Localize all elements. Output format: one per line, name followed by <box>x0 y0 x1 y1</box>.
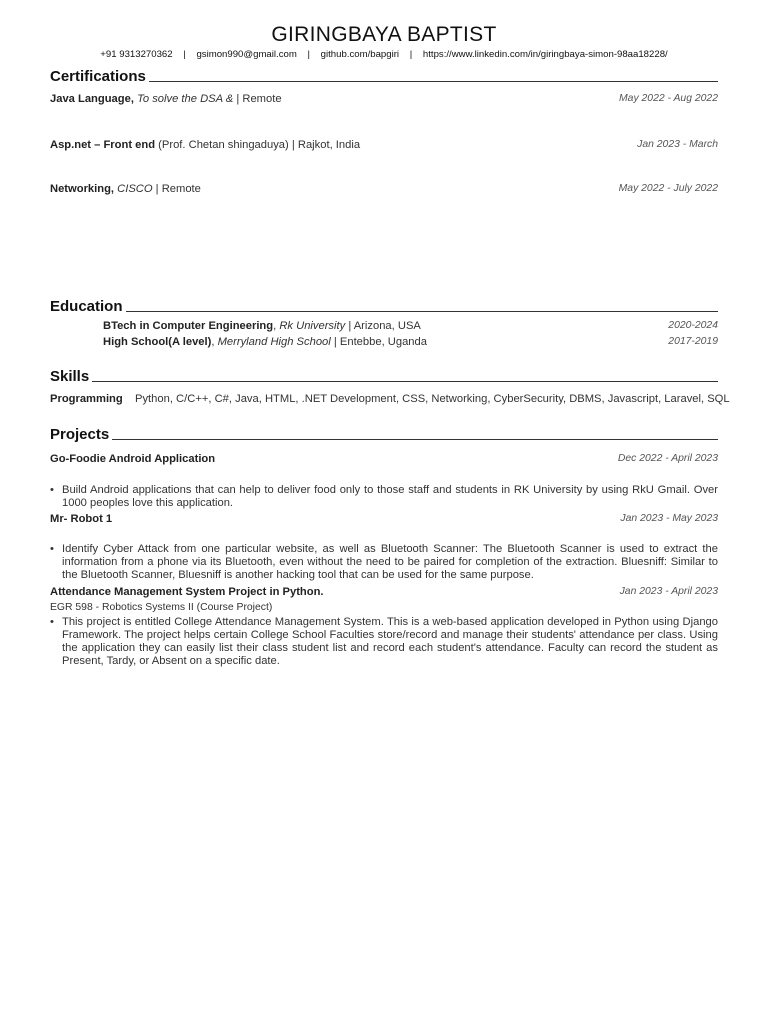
edu-date: 2017-2019 <box>668 336 718 347</box>
degree: BTech in Computer Engineering <box>103 320 274 332</box>
cert-date: May 2022 - July 2022 <box>618 183 718 194</box>
project-header <box>50 586 718 598</box>
cert-location: | Remote <box>152 183 201 195</box>
section-rule <box>149 81 718 82</box>
school: Merryland High School <box>217 336 331 348</box>
section-heading <box>50 68 718 85</box>
project-name: Mr- Robot 1 <box>50 513 113 525</box>
project-bullet <box>50 484 718 510</box>
degree: High School(A level) <box>103 336 212 348</box>
education-title: Education <box>50 298 123 315</box>
certifications-section <box>50 68 718 85</box>
project-date: Jan 2023 - April 2023 <box>619 586 718 597</box>
candidate-name: GIRINGBAYA BAPTIST <box>271 23 497 46</box>
school: Rk University <box>279 320 346 332</box>
project-name: Attendance Management System Project in Python. <box>50 586 324 598</box>
education-section <box>50 298 718 315</box>
skills-section <box>50 368 718 385</box>
contact-line <box>0 49 768 60</box>
linkedin-link[interactable]: https://www.linkedin.com/in/giringbaya-simon-98aa18228/ <box>422 49 668 60</box>
project-date: Jan 2023 - May 2023 <box>620 513 718 524</box>
certification-item <box>50 93 718 105</box>
cert-name: Asp.net – Front end <box>50 139 156 151</box>
separator: | <box>183 49 186 60</box>
certification-item <box>50 183 718 195</box>
project-bullet <box>50 616 718 668</box>
bullet-icon: • <box>50 616 54 628</box>
education-item: High School(A level), Merryland High School | Entebbe, Uganda 2017-2019 <box>103 336 718 348</box>
project-date: Dec 2022 - April 2023 <box>617 453 718 464</box>
cert-date: Jan 2023 - March <box>637 139 718 150</box>
section-heading <box>50 426 718 443</box>
projects-title: Projects <box>50 426 110 443</box>
school-location: | Arizona, USA <box>345 320 421 332</box>
edu-date: 2020-2024 <box>668 320 718 331</box>
project-subtitle: EGR 598 - Robotics Systems II (Course Project) <box>50 602 273 613</box>
phone: +91 9313270362 <box>100 49 173 60</box>
project-header <box>50 453 718 465</box>
skills-row <box>50 393 730 405</box>
project-bullet <box>50 543 718 582</box>
cert-detail: To solve the DSA & <box>137 93 234 105</box>
bullet-icon: • <box>50 543 54 555</box>
skills-title: Skills <box>50 368 90 385</box>
project-header <box>50 513 718 525</box>
bullet-icon: • <box>50 484 54 496</box>
skill-list: Python, C/C++, C#, Java, HTML, .NET Development, CSS, Networking, CyberSecurity, DBMS, Javascript, Laravel, SQL <box>135 393 730 405</box>
skill-label: Programming <box>50 393 123 405</box>
cert-detail: (Prof. Chetan shingaduya) | Rajkot, India <box>155 139 361 151</box>
cert-detail: CISCO <box>117 183 153 195</box>
section-heading <box>50 298 718 315</box>
cert-date: May 2022 - Aug 2022 <box>619 93 718 104</box>
education-item: BTech in Computer Engineering, Rk University | Arizona, USA 2020-2024 <box>103 320 718 332</box>
bullet-text: This project is entitled College Attendance Management System. This is a web-based application developed in Python using Django Framework. The project helps certain College School Faculties store/record and manage their students' attendance per class. Using the application they can easily list their class student list and record each student's attendance. Faculty can record the student as Present, Tardy, or Absent on a specific date. <box>62 616 718 667</box>
bullet-text: Build Android applications that can help to deliver food only to those staff and students in RK University by using RkU Gmail. Over 1000 peoples love this application. <box>62 484 718 509</box>
email-link[interactable]: gsimon990@gmail.com <box>196 49 297 60</box>
cert-name: Networking, <box>50 183 115 195</box>
separator: | <box>307 49 310 60</box>
section-rule <box>112 439 718 440</box>
bullet-text: Identify Cyber Attack from one particular website, as well as Bluetooth Scanner: The Bluetooth Scanner is used to extract the information from a phone via its Bluetooth, even without the need to be paired for completion of the extraction. Bluesniff: Similar to the Bluetooth Scanner, Bluesniff is another hacking tool that can be used for the same purpose. <box>62 543 718 581</box>
cert-location: | Remote <box>233 93 282 105</box>
cert-name: Java Language, <box>50 93 134 105</box>
section-rule <box>126 311 718 312</box>
certifications-title: Certifications <box>50 68 146 85</box>
certification-item <box>50 139 718 151</box>
separator: | <box>409 49 413 60</box>
projects-section <box>50 426 718 443</box>
section-heading <box>50 368 718 385</box>
section-rule <box>92 381 718 382</box>
school-location: | Entebbe, Uganda <box>330 336 427 348</box>
github-link[interactable]: github.com/bapgiri <box>320 49 400 60</box>
project-name: Go-Foodie Android Application <box>50 453 216 465</box>
